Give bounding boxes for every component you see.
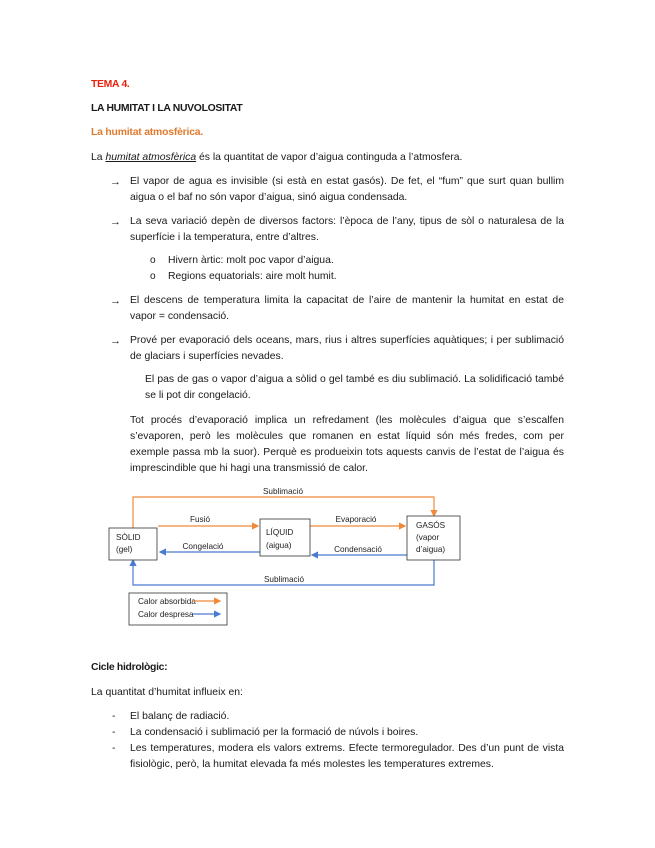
cycle-item-1: El balanç de radiació.	[130, 711, 230, 722]
arrow-bullet-icon: →	[110, 295, 121, 307]
circle-bullet-icon: o	[150, 255, 156, 266]
sublimation-note: El pas de gas o vapor d’aigua a sòlid o gel també es diu sublimació. La solidificació també se li pot dir congelació.	[145, 374, 564, 401]
intro-prefix: La	[91, 152, 106, 163]
cycle-heading: Cicle hidrològic:	[91, 662, 168, 673]
dash-bullet-icon: -	[112, 743, 116, 754]
gas-sublabel-2: d’aigua)	[416, 545, 446, 554]
legend-released-label: Calor despresa	[138, 610, 194, 619]
fusion-label: Fusió	[189, 515, 211, 524]
congelation-label: Congelació	[182, 542, 224, 551]
evaporation-label: Evaporació	[335, 515, 377, 524]
dash-bullet-icon: -	[112, 727, 116, 738]
dash-bullet-icon: -	[112, 711, 116, 722]
liquid-label: LÍQUID	[266, 528, 294, 537]
liquid-box	[260, 519, 310, 556]
solid-sublabel: (gel)	[116, 545, 133, 554]
arrow-bullet-icon: →	[110, 176, 121, 188]
evaporation-paragraph: Tot procés d’evaporació implica un refredament (les molècules d’aigua que s’escalfen s’evaporen, però les molècules que romanen en estat líquid són més fredes, com per exemple passa mb la suor). Perquè es produeixin tots aquests canvis de l’estat de l’aigua és imprescindible que hi hagi una transmissió de calor.	[130, 415, 564, 474]
gas-label: GASÓS	[416, 521, 446, 530]
cycle-intro: La quantitat d’humitat influeix en:	[91, 687, 243, 698]
liquid-sublabel: (aigua)	[266, 541, 292, 550]
solid-label: SÒLID	[116, 533, 141, 542]
subpoint-1: Hivern àrtic: molt poc vapor d’aigua.	[168, 255, 334, 266]
arrow-bullet-icon: →	[110, 335, 121, 347]
intro-suffix: és la quantitat de vapor d’aigua continguda a l’atmosfera.	[196, 152, 463, 163]
intro-term: humitat atmosfèrica	[105, 152, 197, 163]
tema-label: TEMA 4.	[91, 79, 130, 90]
subpoint-2: Regions equatorials: aire molt humit.	[168, 271, 337, 282]
arrow-bullet-icon: →	[110, 216, 121, 228]
point-3: El descens de temperatura limita la capacitat de l’aire de mantenir la humitat en estat de vapor = condensació.	[130, 295, 564, 322]
condensation-label: Condensació	[334, 545, 382, 554]
gas-sublabel-1: (vapor	[416, 533, 440, 542]
point-2: La seva variació depèn de diversos factors: l’època de l’any, tipus de sòl o naturalesa de la superfície i la temperatura, entre d’altres.	[130, 216, 564, 243]
cycle-item-2: La condensació i sublimació per la formació de núvols i boires.	[130, 727, 419, 738]
circle-bullet-icon: o	[150, 271, 156, 282]
section-heading: La humitat atmosfèrica.	[91, 127, 204, 138]
legend-absorbed-label: Calor absorbida	[138, 597, 196, 606]
sublimation-bottom-label: Sublimació	[263, 575, 305, 584]
point-1: El vapor de agua es invisible (si està en estat gasós). De fet, el “fum” que surt quan bullim aigua o el baf no són vapor d’aigua, sinó aigua condensada.	[130, 176, 564, 203]
point-4: Prové per evaporació dels oceans, mars, rius i altres superfícies aquàtiques; i per sublimació de glaciars i superfícies nevades.	[130, 335, 564, 362]
page-title: LA HUMITAT I LA NUVOLOSITAT	[91, 103, 243, 114]
sublimation-top-label: Sublimació	[262, 487, 304, 496]
cycle-item-3: Les temperatures, modera els valors extrems. Efecte termoregulador. Des d’un punt de vista fisiològic, però, la humitat elevada fa més molestes les temperatures extremes.	[130, 743, 564, 770]
